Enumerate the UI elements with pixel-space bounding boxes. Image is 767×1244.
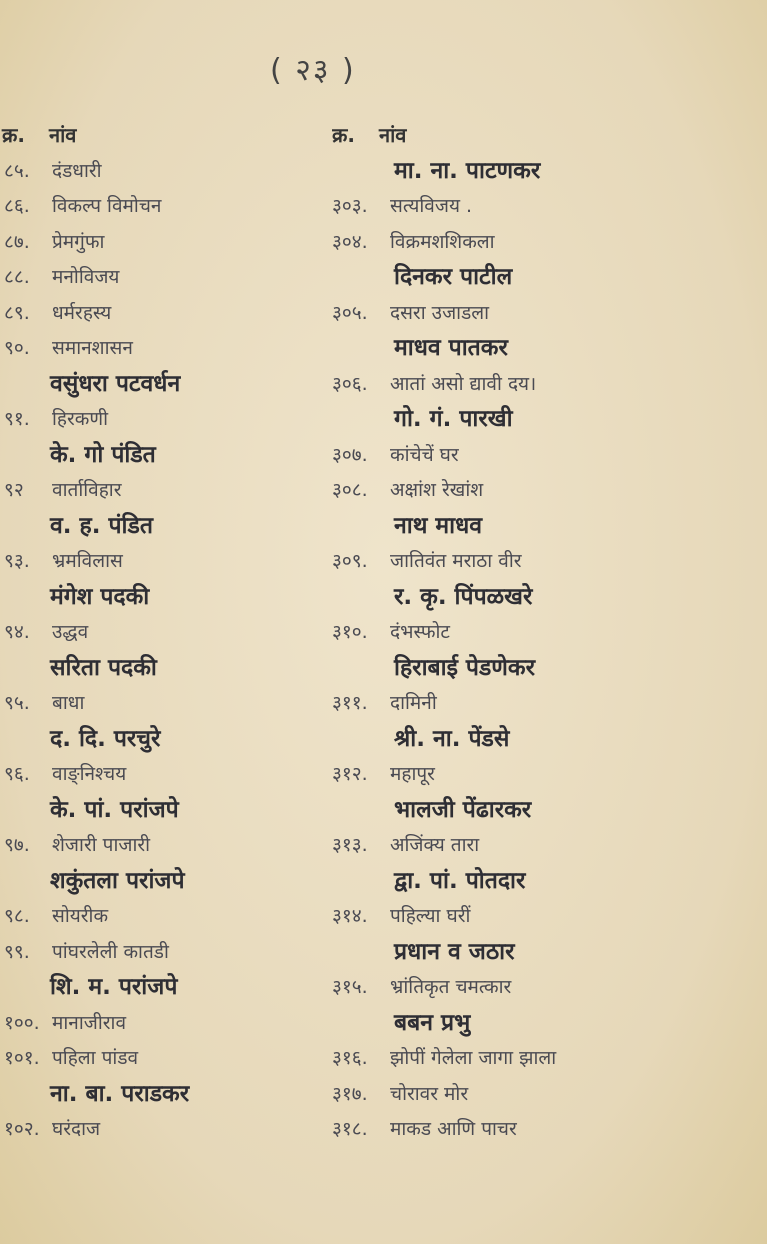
entry-serial-number: ९३. — [4, 550, 30, 572]
right-column — [332, 118, 762, 1148]
list-item — [0, 828, 320, 864]
page-number: ( २३ ) — [270, 53, 356, 88]
list-item — [332, 367, 762, 403]
author-heading: ना. बा. पराडकर — [50, 1080, 190, 1107]
list-item — [0, 899, 320, 935]
author-heading: सरिता पदकी — [50, 654, 157, 681]
entry-title: भ्रमविलास — [52, 550, 123, 572]
entry-title: मानाजीराव — [52, 1011, 127, 1034]
list-item — [0, 1112, 320, 1148]
entry-title: माकड आणि पाचर — [390, 1118, 517, 1140]
list-item — [0, 154, 320, 190]
list-item — [332, 544, 762, 580]
author-heading: बबन प्रभु — [394, 1009, 471, 1036]
author-heading: प्रधान व जठार — [394, 938, 515, 965]
entry-serial-number: ९५. — [4, 692, 30, 714]
author-heading: के. गो पंडित — [50, 441, 156, 468]
header-name-label: नांव — [378, 123, 407, 147]
entry-title: पांघरलेली कातडी — [52, 940, 169, 963]
list-item — [0, 402, 320, 438]
entry-serial-number: ९७. — [4, 834, 30, 856]
entry-title: जातिवंत मराठा वीर — [390, 550, 522, 572]
list-item — [0, 686, 320, 722]
entry-serial-number: ३१२. — [332, 763, 368, 785]
right-column-header — [332, 118, 762, 154]
author-heading: भालजी पेंढारकर — [394, 796, 532, 823]
right-entry-list — [332, 154, 762, 1148]
entry-serial-number: ३०९. — [332, 550, 368, 572]
entry-title: दामिनी — [390, 692, 437, 714]
entry-serial-number: ३१६. — [332, 1047, 368, 1069]
entry-serial-number: ८८. — [4, 266, 30, 288]
entry-serial-number: ३०७. — [332, 443, 368, 466]
entry-serial-number: ९४. — [4, 621, 30, 643]
list-item — [332, 615, 762, 651]
list-item — [332, 686, 762, 722]
entry-title: दंभस्फोट — [390, 621, 450, 643]
author-heading: श्री. ना. पेंडसे — [394, 725, 510, 752]
entry-title: अजिंक्य तारा — [390, 834, 480, 856]
header-serial-label: क्र. — [332, 123, 355, 147]
entry-title: आतां असो द्यावी दय। — [390, 372, 537, 395]
entry-serial-number: ८९. — [4, 301, 30, 324]
author-heading: मा. ना. पाटणकर — [394, 157, 541, 184]
entry-title: सत्यविजय . — [390, 195, 473, 217]
author-heading: द्वा. पां. पोतदार — [394, 867, 526, 894]
entry-serial-number: १००. — [4, 1011, 40, 1034]
list-item — [332, 473, 762, 509]
list-item — [0, 331, 320, 367]
author-heading: शकुंतला परांजपे — [50, 867, 185, 894]
list-item — [0, 225, 320, 261]
entry-title: विकल्प विमोचन — [52, 195, 162, 217]
header-name-label: नांव — [48, 123, 77, 147]
author-heading: हिराबाई पेडणेकर — [394, 654, 535, 681]
list-item — [0, 1006, 320, 1042]
entry-title: दसरा उजाडला — [390, 301, 490, 324]
entry-title: भ्रांतिकृत चमत्कार — [390, 976, 512, 998]
entry-serial-number: ९०. — [4, 337, 30, 359]
left-column-header — [0, 118, 320, 154]
author-heading: वसुंधरा पटवर्धन — [50, 370, 181, 397]
list-item — [332, 1077, 762, 1113]
list-item — [332, 899, 762, 935]
entry-serial-number: ९२ — [4, 479, 24, 501]
entry-title: घरंदाज — [52, 1118, 101, 1140]
entry-title: धर्मरहस्य — [52, 301, 112, 324]
entry-serial-number: ३१७. — [332, 1082, 368, 1105]
entry-title: पहिला पांडव — [52, 1047, 139, 1069]
entry-title: चोरावर मोर — [390, 1082, 469, 1105]
list-item — [332, 225, 762, 261]
entry-title: वाङ्निश्चय — [52, 763, 127, 785]
entry-serial-number: ९१. — [4, 408, 30, 430]
list-item — [0, 260, 320, 296]
list-item — [332, 296, 762, 332]
author-heading: के. पां. परांजपे — [50, 796, 179, 823]
entry-title: पहिल्या घरीं — [390, 905, 471, 927]
entry-serial-number: ३०८. — [332, 479, 368, 501]
entry-title: विक्रमशशिकला — [390, 230, 495, 253]
author-heading: माधव पातकर — [394, 335, 508, 361]
entry-serial-number: ८६. — [4, 195, 30, 217]
entry-serial-number: ३१८. — [332, 1118, 368, 1140]
author-heading: र. कृ. पिंपळखरे — [394, 583, 533, 610]
list-item — [0, 296, 320, 332]
entry-serial-number: ३११. — [332, 692, 368, 714]
entry-serial-number: ३१५. — [332, 976, 368, 998]
entry-serial-number: ३०४. — [332, 230, 368, 253]
author-heading: द. दि. परचुरे — [50, 725, 161, 752]
list-item — [0, 544, 320, 580]
author-heading: मंगेश पदकी — [50, 583, 150, 610]
author-heading: गो. गं. पारखी — [394, 406, 513, 432]
entry-title: कांचेचें घर — [390, 443, 459, 466]
list-item — [332, 1112, 762, 1148]
entry-serial-number: १०१. — [4, 1047, 40, 1069]
entry-serial-number: ८७. — [4, 230, 30, 253]
entry-serial-number: ३१३. — [332, 834, 368, 856]
left-column — [0, 118, 320, 1148]
entry-title: उद्धव — [52, 621, 89, 643]
entry-title: समानशासन — [52, 337, 133, 359]
entry-serial-number: ९८. — [4, 905, 30, 927]
list-item — [332, 757, 762, 793]
entry-title: वार्ताविहार — [52, 479, 122, 501]
entry-title: शेजारी पाजारी — [52, 834, 151, 856]
entry-title: अक्षांश रेखांश — [390, 479, 484, 501]
entry-serial-number: ८५. — [4, 159, 30, 182]
list-item — [332, 1041, 762, 1077]
list-item — [0, 473, 320, 509]
author-heading: नाथ माधव — [394, 512, 483, 539]
entry-title: झोपीं गेलेला जागा झाला — [390, 1047, 557, 1069]
author-heading: शि. म. परांजपे — [50, 974, 178, 1000]
entry-serial-number: १०२. — [4, 1118, 40, 1140]
list-item — [332, 438, 762, 474]
entry-title: सोयरीक — [52, 905, 109, 927]
entry-serial-number: ३०६. — [332, 372, 368, 395]
entry-title: दंडधारी — [52, 159, 102, 182]
list-item — [0, 615, 320, 651]
entry-title: बाधा — [52, 692, 85, 714]
entry-serial-number: ३०३. — [332, 195, 368, 217]
list-item — [0, 757, 320, 793]
left-entry-list — [0, 154, 320, 1148]
header-serial-label: क्र. — [2, 123, 25, 147]
entry-serial-number: ३१०. — [332, 621, 368, 643]
entry-title: हिरकणी — [52, 408, 109, 430]
list-item — [0, 189, 320, 225]
entry-serial-number: ९६. — [4, 763, 30, 785]
author-heading: दिनकर पाटील — [394, 264, 513, 290]
list-item — [332, 970, 762, 1006]
author-heading: व. ह. पंडित — [50, 512, 153, 539]
entry-title: मनोविजय — [52, 266, 120, 288]
list-item — [332, 189, 762, 225]
entry-title: प्रेमगुंफा — [52, 230, 105, 253]
list-item — [0, 1041, 320, 1077]
entry-title: महापूर — [390, 763, 435, 785]
entry-serial-number: ३१४. — [332, 905, 368, 927]
entry-serial-number: ३०५. — [332, 301, 368, 324]
list-item — [332, 828, 762, 864]
entry-serial-number: ९९. — [4, 940, 30, 963]
list-item — [0, 935, 320, 971]
